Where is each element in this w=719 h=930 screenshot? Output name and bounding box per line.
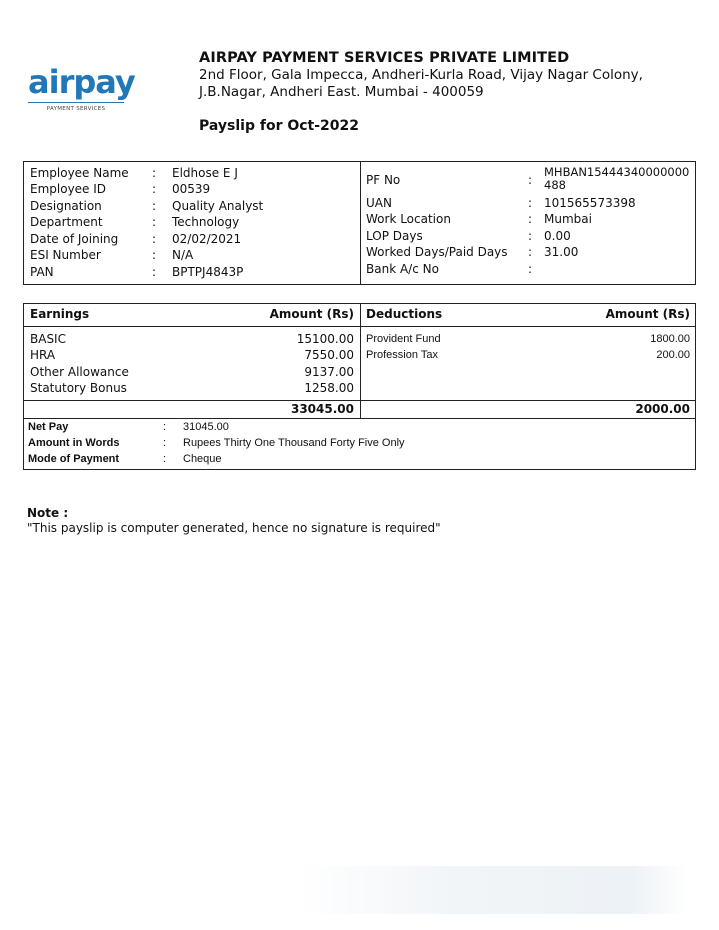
field-value: 02/02/2021 bbox=[172, 232, 242, 246]
field-value: Eldhose E J bbox=[172, 166, 238, 180]
deductions-total: 2000.00 bbox=[635, 402, 690, 416]
deduction-amount: 1800.00 bbox=[650, 333, 690, 345]
field-value: N/A bbox=[172, 248, 194, 262]
deduction-name: Profession Tax bbox=[366, 349, 438, 361]
earnings-deductions-table bbox=[23, 303, 696, 470]
company-logo bbox=[28, 63, 135, 112]
amount-in-words-value: Rupees Thirty One Thousand Forty Five Only bbox=[183, 437, 405, 449]
field-separator: : bbox=[152, 232, 157, 246]
field-separator: : bbox=[152, 199, 157, 213]
earning-name: HRA bbox=[30, 348, 56, 362]
field-value: 00539 bbox=[172, 182, 211, 196]
earning-amount: 7550.00 bbox=[304, 348, 354, 362]
field-label: Bank A/c No bbox=[366, 262, 439, 276]
field-label: Worked Days/Paid Days bbox=[366, 245, 508, 259]
field-label: Date of Joining bbox=[30, 232, 119, 246]
mode-of-payment-separator: : bbox=[163, 453, 167, 465]
field-label: PAN bbox=[30, 265, 54, 279]
field-label: ESI Number bbox=[30, 248, 101, 262]
deduction-amount: 200.00 bbox=[656, 349, 690, 361]
field-label: Employee Name bbox=[30, 166, 129, 180]
field-label: LOP Days bbox=[366, 229, 423, 243]
company-address bbox=[199, 67, 699, 101]
pf-no-value-line2: 488 bbox=[544, 178, 566, 192]
net-pay-value: 31045.00 bbox=[183, 421, 229, 433]
pf-no-value bbox=[544, 166, 689, 192]
amount-in-words-label: Amount in Words bbox=[28, 437, 120, 449]
pf-no-value-line1: MHBAN15444340000000 bbox=[544, 165, 690, 179]
field-value: Mumbai bbox=[544, 212, 592, 226]
earnings-header: Earnings bbox=[30, 307, 90, 321]
net-pay-label: Net Pay bbox=[28, 421, 69, 433]
field-value: BPTPJ4843P bbox=[172, 265, 244, 279]
earning-amount: 1258.00 bbox=[304, 381, 354, 395]
field-label: Designation bbox=[30, 199, 102, 213]
earning-amount: 9137.00 bbox=[304, 365, 354, 379]
deductions-header: Deductions bbox=[366, 307, 443, 321]
field-label: Department bbox=[30, 215, 103, 229]
field-separator: : bbox=[528, 212, 533, 226]
employee-box-divider bbox=[360, 162, 361, 284]
deductions-amount-header: Amount (Rs) bbox=[605, 307, 690, 321]
note-text: "This payslip is computer generated, hence no signature is required" bbox=[27, 521, 441, 535]
field-separator: : bbox=[528, 196, 533, 210]
payslip-title: Payslip for Oct-2022 bbox=[199, 118, 360, 134]
table-column-divider bbox=[360, 304, 361, 418]
field-separator: : bbox=[152, 215, 157, 229]
field-value: Quality Analyst bbox=[172, 199, 264, 213]
earnings-total: 33045.00 bbox=[290, 402, 354, 416]
field-separator: : bbox=[528, 245, 533, 259]
field-label: Employee ID bbox=[30, 182, 107, 196]
company-address-line1: 2nd Floor, Gala Impecca, Andheri-Kurla Road, Vijay Nagar Colony, bbox=[199, 67, 643, 83]
field-separator: : bbox=[528, 173, 533, 187]
field-separator: : bbox=[152, 248, 157, 262]
logo-rule bbox=[28, 102, 124, 103]
field-separator: : bbox=[152, 182, 157, 196]
field-separator: : bbox=[152, 166, 157, 180]
field-separator: : bbox=[528, 262, 533, 276]
note-title: Note : bbox=[27, 506, 69, 520]
company-name: AIRPAY PAYMENT SERVICES PRIVATE LIMITED bbox=[199, 50, 570, 66]
earning-name: Statutory Bonus bbox=[30, 381, 127, 395]
deduction-name: Provident Fund bbox=[366, 333, 441, 345]
field-separator: : bbox=[152, 265, 157, 279]
mode-of-payment-value: Cheque bbox=[183, 453, 222, 465]
table-total-rule-bottom bbox=[24, 418, 695, 419]
earning-name: Other Allowance bbox=[30, 365, 129, 379]
field-label: UAN bbox=[366, 196, 392, 210]
earning-amount: 15100.00 bbox=[296, 332, 354, 346]
field-value: 0.00 bbox=[544, 229, 571, 243]
field-value: 101565573398 bbox=[544, 196, 636, 210]
field-value: Technology bbox=[172, 215, 240, 229]
field-separator: : bbox=[528, 229, 533, 243]
field-label: PF No bbox=[366, 173, 401, 187]
logo-subtitle: PAYMENT SERVICES bbox=[46, 106, 106, 112]
logo-wordmark: airpay bbox=[28, 63, 135, 101]
mode-of-payment-label: Mode of Payment bbox=[28, 453, 120, 465]
field-value: 31.00 bbox=[544, 245, 579, 259]
earning-name: BASIC bbox=[30, 332, 66, 346]
employee-details-box bbox=[23, 161, 696, 285]
scan-smudge bbox=[296, 866, 688, 914]
earnings-amount-header: Amount (Rs) bbox=[269, 307, 354, 321]
company-address-line2: J.B.Nagar, Andheri East. Mumbai - 400059 bbox=[199, 84, 484, 100]
net-pay-separator: : bbox=[163, 421, 167, 433]
amount-in-words-separator: : bbox=[163, 437, 167, 449]
field-label: Work Location bbox=[366, 212, 451, 226]
